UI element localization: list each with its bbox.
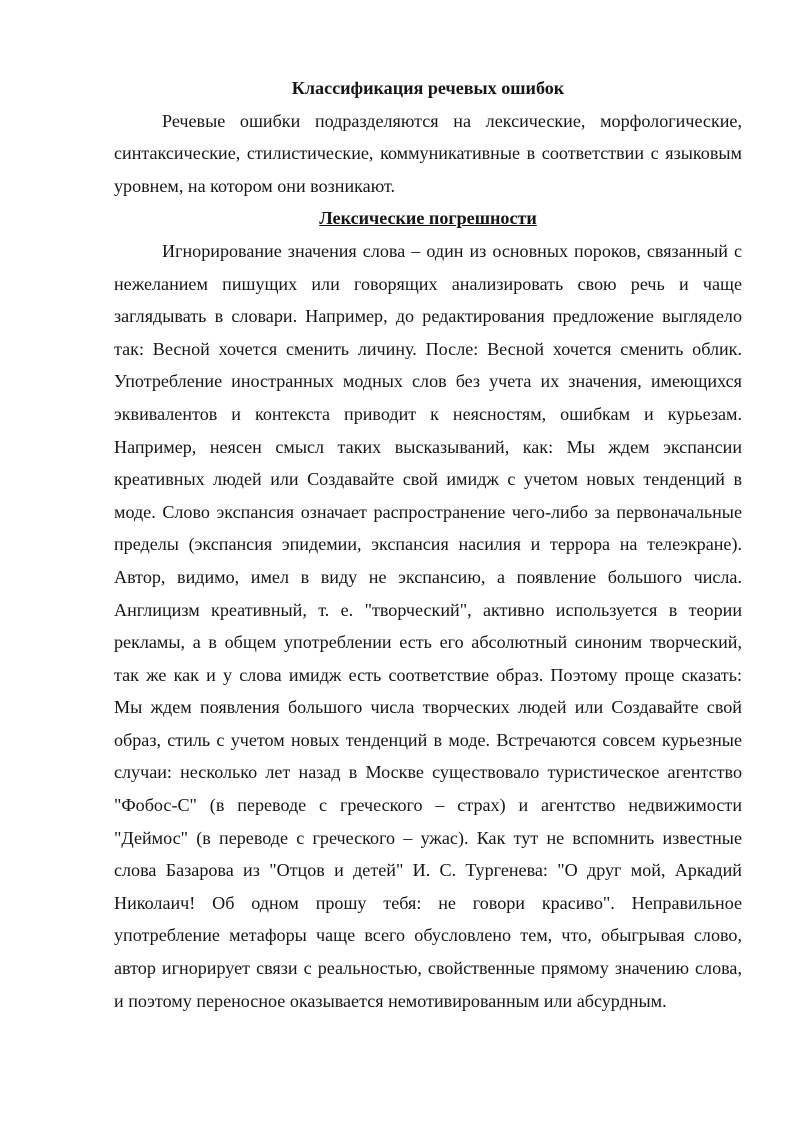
- section-heading: Лексические погрешности: [319, 208, 537, 229]
- intro-paragraph: Речевые ошибки подразделяются на лексические, морфологические, синтаксические, стилистические, коммуникативные в соответствии с языковым уровнем, на котором они возникают.: [114, 110, 742, 196]
- document-page: [114, 72, 742, 1017]
- document-title: Классификация речевых ошибок: [291, 78, 565, 98]
- section-paragraph: Игнорирование значения слова – один из основных пороков, связанный с нежеланием пишущих или говорящих анализировать свою речь и чаще заглядывать в словари. Например, до редактирования предложение выглядело так: Весной хочется сменить личину. После: Весной хочется сменить облик. Употребление иностранных модных слов без учета их значения, имеющихся эквивалентов и контекста приводит к неясностям, ошибкам и курьезам. Например, неясен смысл таких высказываний, как: Мы ждем экспансии креативных людей или Создавайте свой имидж с учетом новых тенденций в моде. Слово экспансия означает распространение чего-либо за первоначальные пределы (экспансия эпидемии, экспансия насилия и террора на телеэкране). Автор, видимо, имел в виду не экспансию, а появление большого числа. Англицизм креативный, т. е. "творческий", активно используется в теории рекламы, а в общем употреблении есть его абсолютный синоним творческий, так же как и у слова имидж есть соответствие образ. Поэтому проще сказать: Мы ждем появления большого числа творческих людей или Создавайте свой образ, стиль с учетом новых тенденций в моде. Встречаются совсем курьезные случаи: несколько лет назад в Москве существовало туристическое агентство "Фобос-С" (в переводе с греческого – страх) и агентство недвижимости "Деймос" (в переводе с греческого – ужас). Как тут не вспомнить известные слова Базарова из "Отцов и детей" И. С. Тургенева: "О друг мой, Аркадий Николаич! Об одном прошу тебя: не говори красиво". Неправильное употребление метафоры чаще всего обусловлено тем, что, обыгрывая слово, автор игнорирует связи с реальностью, свойственные прямому значению слова, и поэтому переносное оказывается немотивированным или абсурдным.: [114, 240, 742, 1011]
